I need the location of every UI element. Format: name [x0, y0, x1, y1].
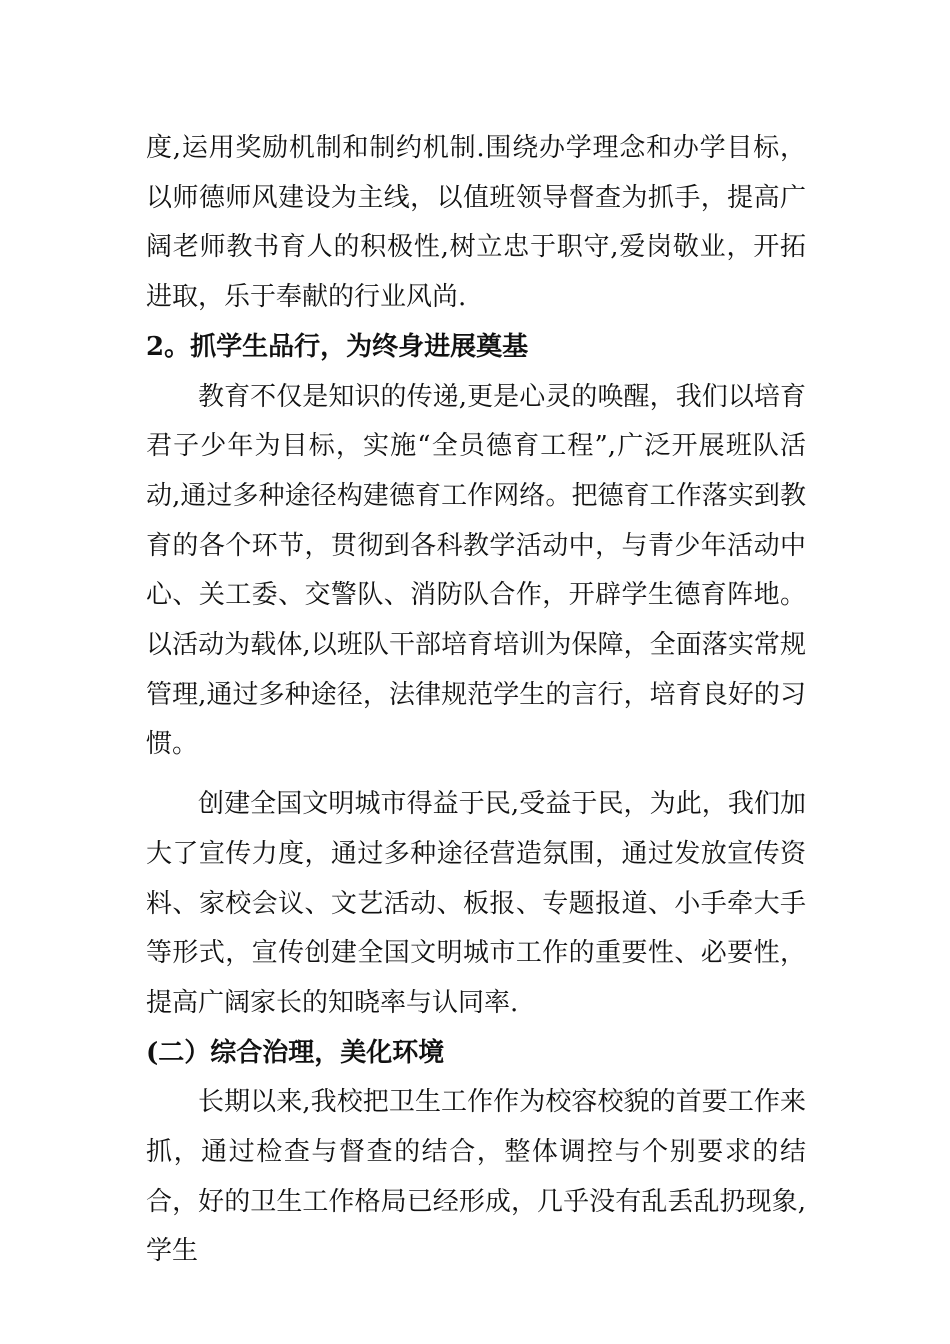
document-body: [146, 124, 806, 1277]
paragraph-teacher-ethics: 度,运用奖励机制和制约机制.围绕办学理念和办学目标，以师德师风建设为主线，以值班领导督查为抓手，提高广阔老师教书育人的积极性,树立忠于职守,爱岗敬业，开拓进取，乐于奉献的行业风尚.: [146, 133, 806, 313]
section-heading-student-conduct: 2。抓学生品行，为终身进展奠基: [146, 331, 529, 362]
paragraph-moral-education: 教育不仅是知识的传递,更是心灵的唤醒，我们以培育君子少年为目标，实施“全员德育工程”,广泛开展班队活动,通过多种途径构建德育工作网络。把德育工作落实到教育的各个环节，贯彻到各科教学活动中，与青少年活动中心、关工委、交警队、消防队合作，开辟学生德育阵地。以活动为载体,以班队干部培育培训为保障，全面落实常规管理,通过多种途径，法律规范学生的言行，培育良好的习惯。: [146, 381, 806, 760]
paragraph-hygiene-work: 长期以来,我校把卫生工作作为校容校貌的首要工作来抓，通过检查与督查的结合，整体调控与个别要求的结合，好的卫生工作格局已经形成，几乎没有乱丢乱扔现象,学生: [146, 1087, 806, 1267]
paragraph-civilized-city: 创建全国文明城市得益于民,受益于民，为此，我们加大了宣传力度，通过多种途径营造氛围，通过发放宣传资料、家校会议、文艺活动、板报、专题报道、小手牵大手等形式，宣传创建全国文明城市工作的重要性、必要性，提高广阔家长的知晓率与认同率.: [146, 789, 806, 1018]
section-heading-environment: (二）综合治理，美化环境: [146, 1037, 445, 1068]
